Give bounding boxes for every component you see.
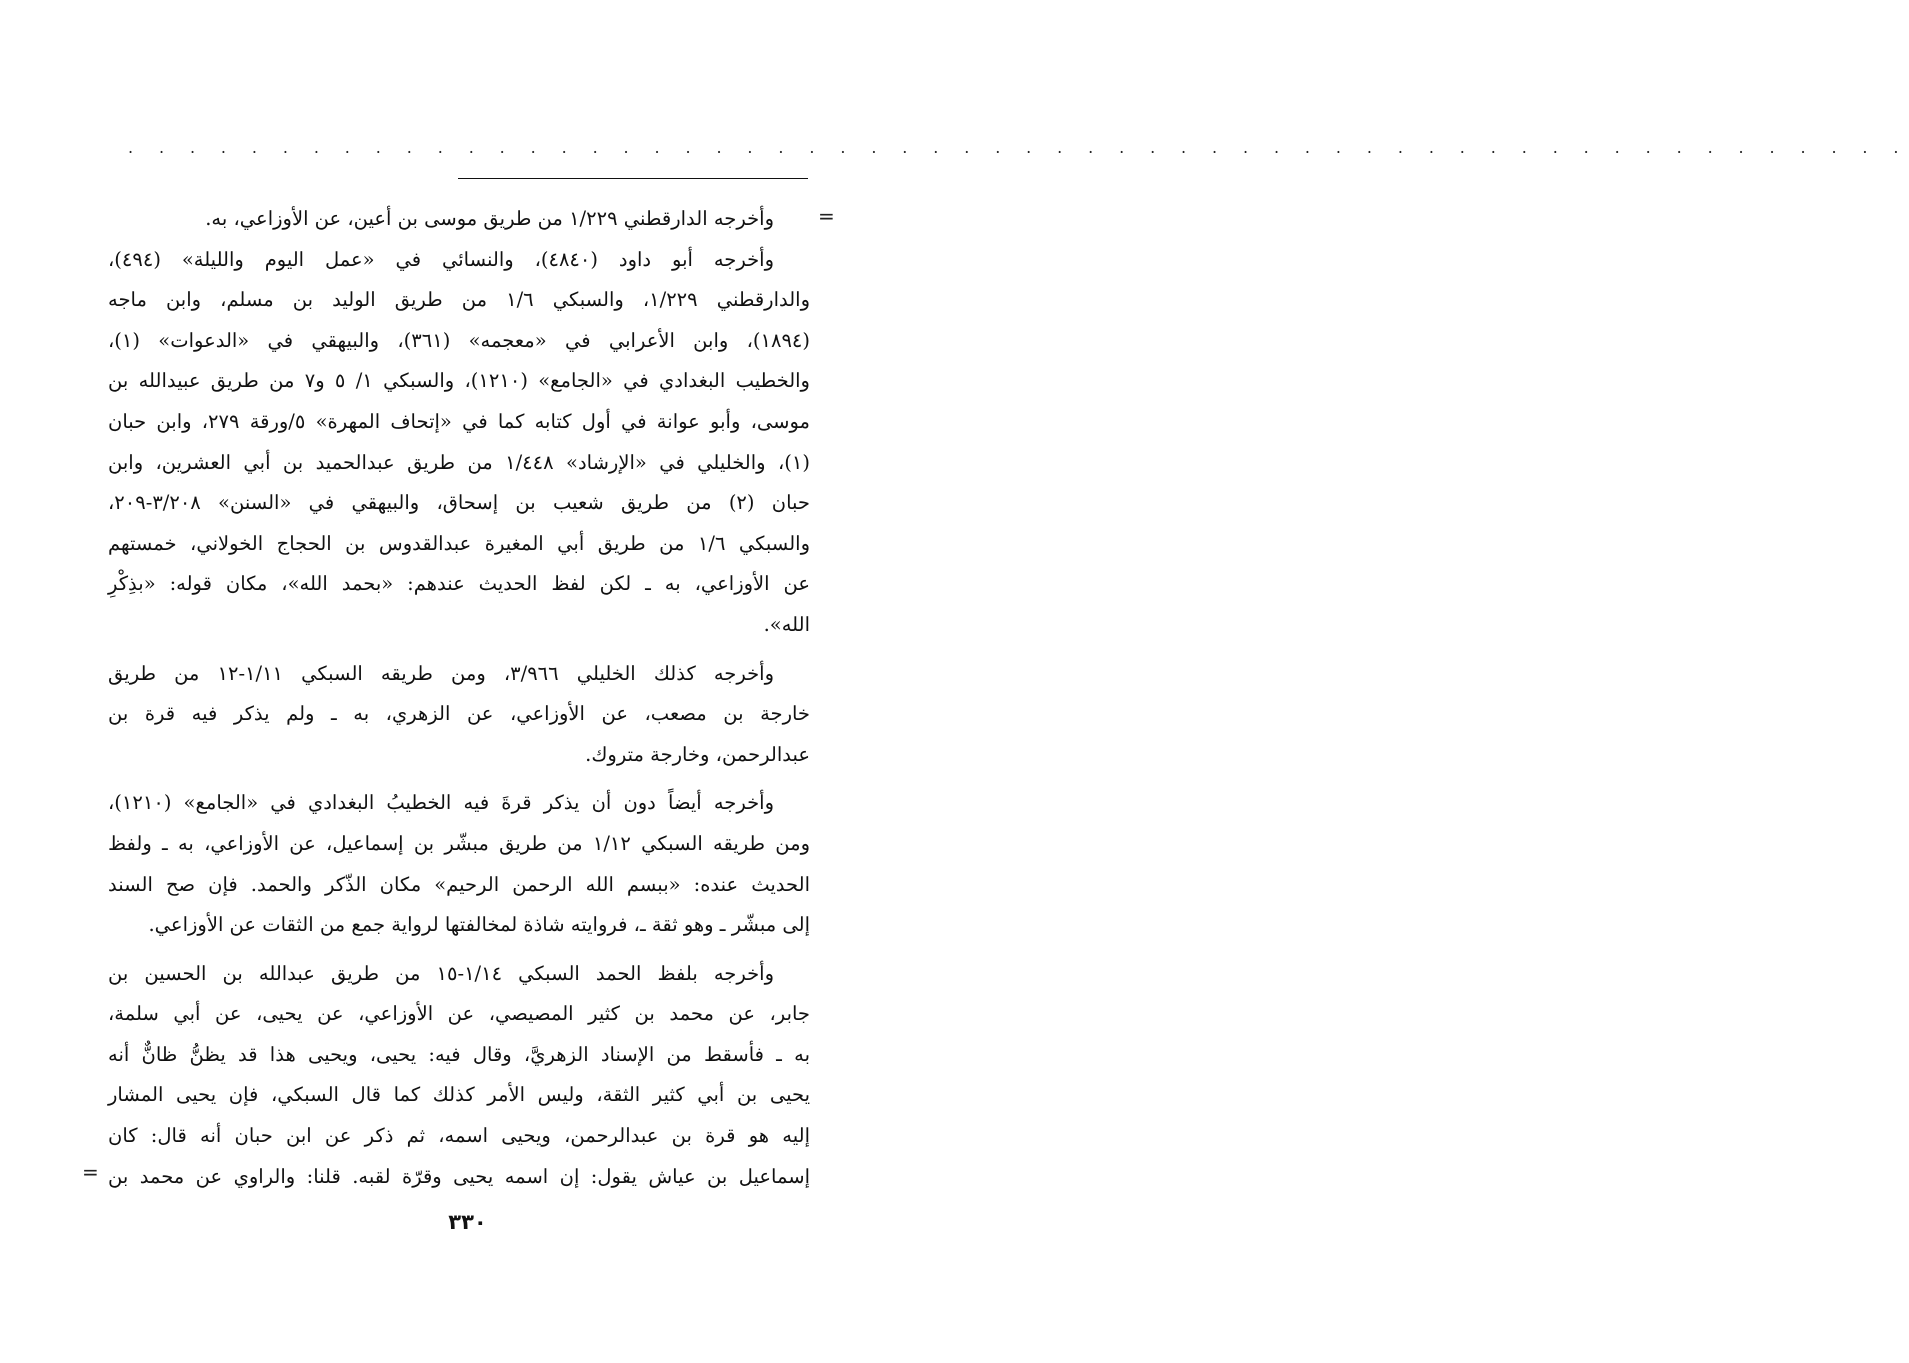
paragraph-gap bbox=[108, 946, 810, 954]
text-line: (١)، والخليلي في «الإرشاد» ١/٤٤٨ من طريق عبدالحميد بن أبي العشرين، وابن bbox=[108, 450, 810, 474]
page-number: ٣٣٠ bbox=[448, 1210, 487, 1234]
text-line: وأخرجه الدارقطني ١/٢٢٩ من طريق موسى بن أعين، عن الأوزاعي، به. bbox=[205, 207, 774, 230]
paragraph-gap bbox=[108, 775, 810, 783]
continuation-marker-top: = bbox=[818, 204, 835, 228]
text-line: خارجة بن مصعب، عن الأوزاعي، عن الزهري، به ـ ولم يذكر فيه قرة بن bbox=[108, 702, 810, 726]
text-line: حبان (٢) من طريق شعيب بن إسحاق، والبيهقي في «السنن» ٣/٢٠٨-٢٠٩، bbox=[108, 491, 810, 515]
text-line: عن الأوزاعي، به ـ لكن لفظ الحديث عندهم: «بحمد الله»، مكان قوله: «بذِكْرِ bbox=[108, 572, 810, 596]
text-line: وأخرجه كذلك الخليلي ٣/٩٦٦، ومن طريقه السبكي ١/١١-١٢ من طريق bbox=[108, 661, 774, 685]
text-line: جابر، عن محمد بن كثير المصيصي، عن الأوزاعي، عن يحيى، عن أبي سلمة، bbox=[108, 1002, 810, 1026]
text-line: إلى مبشّر ـ وهو ثقة ـ، فروايته شاذة لمخالفتها لرواية جمع من الثقات عن الأوزاعي. bbox=[148, 913, 810, 937]
text-line: عبدالرحمن، وخارجة متروك. bbox=[585, 742, 810, 766]
text-line: والسبكي ١/٦ من طريق أبي المغيرة عبدالقدوس بن الحجاج الخولاني، خمستهم bbox=[108, 531, 810, 555]
text-line: الله». bbox=[763, 612, 810, 636]
text-line: وأخرجه أيضاً دون أن يذكر قرةَ فيه الخطيبُ البغدادي في «الجامع» (١٢١٠)، bbox=[108, 791, 774, 815]
text-line: به ـ فأسقط من الإسناد الزهريَّ، وقال فيه: يحيى، ويحيى هذا قد يظنُّ ظانٌّ أنه bbox=[108, 1042, 810, 1066]
text-line: وأخرجه أبو داود (٤٨٤٠)، والنسائي في «عمل اليوم والليلة» (٤٩٤)، bbox=[108, 247, 774, 271]
footnote-separator-dots: . . . . . . . . . . . . . . . . . . . . . . . . . . . . . . . . . . . . . . . . . . . . . . . . . . . . . . . . . . bbox=[128, 138, 1909, 157]
text-line: إسماعيل بن عياش يقول: إن اسمه يحيى وقرّة لقبه. قلنا: والراوي عن محمد بن bbox=[108, 1164, 810, 1188]
text-line: الحديث عنده: «ببسم الله الرحمن الرحيم» مكان الذّكر والحمد. فإن صح السند bbox=[108, 872, 810, 896]
footnote-separator-rule bbox=[458, 178, 808, 179]
paragraph-gap bbox=[108, 646, 810, 654]
text-line: (١٨٩٤)، وابن الأعرابي في «معجمه» (٣٦١)، والبيهقي في «الدعوات» (١)، bbox=[108, 328, 811, 352]
text-line: موسى، وأبو عوانة في أول كتابه كما في «إتحاف المهرة» ٥/ورقة ٢٧٩، وابن حبان bbox=[108, 409, 810, 433]
text-line: يحيى بن أبي كثير الثقة، وليس الأمر كذلك كما قال السبكي، فإن يحيى المشار bbox=[108, 1083, 810, 1107]
text-line: وأخرجه بلفظ الحمد السبكي ١/١٤-١٥ من طريق عبدالله بن الحسين بن bbox=[108, 961, 774, 985]
continuation-marker-bottom: = bbox=[82, 1160, 99, 1184]
text-line: إليه هو قرة بن عبدالرحمن، ويحيى اسمه، ثم ذكر عن ابن حبان أنه قال: كان bbox=[108, 1124, 810, 1148]
text-line: ومن طريقه السبكي ١/١٢ من طريق مبشّر بن إسماعيل، عن الأوزاعي، به ـ ولفظ bbox=[108, 831, 810, 855]
footnote-body bbox=[108, 199, 810, 1197]
text-line: والدارقطني ١/٢٢٩، والسبكي ١/٦ من طريق الوليد بن مسلم، وابن ماجه bbox=[108, 288, 810, 312]
text-line: والخطيب البغدادي في «الجامع» (١٢١٠)، والسبكي ١/ ٥ و٧ من طريق عبيدالله بن bbox=[108, 369, 810, 393]
